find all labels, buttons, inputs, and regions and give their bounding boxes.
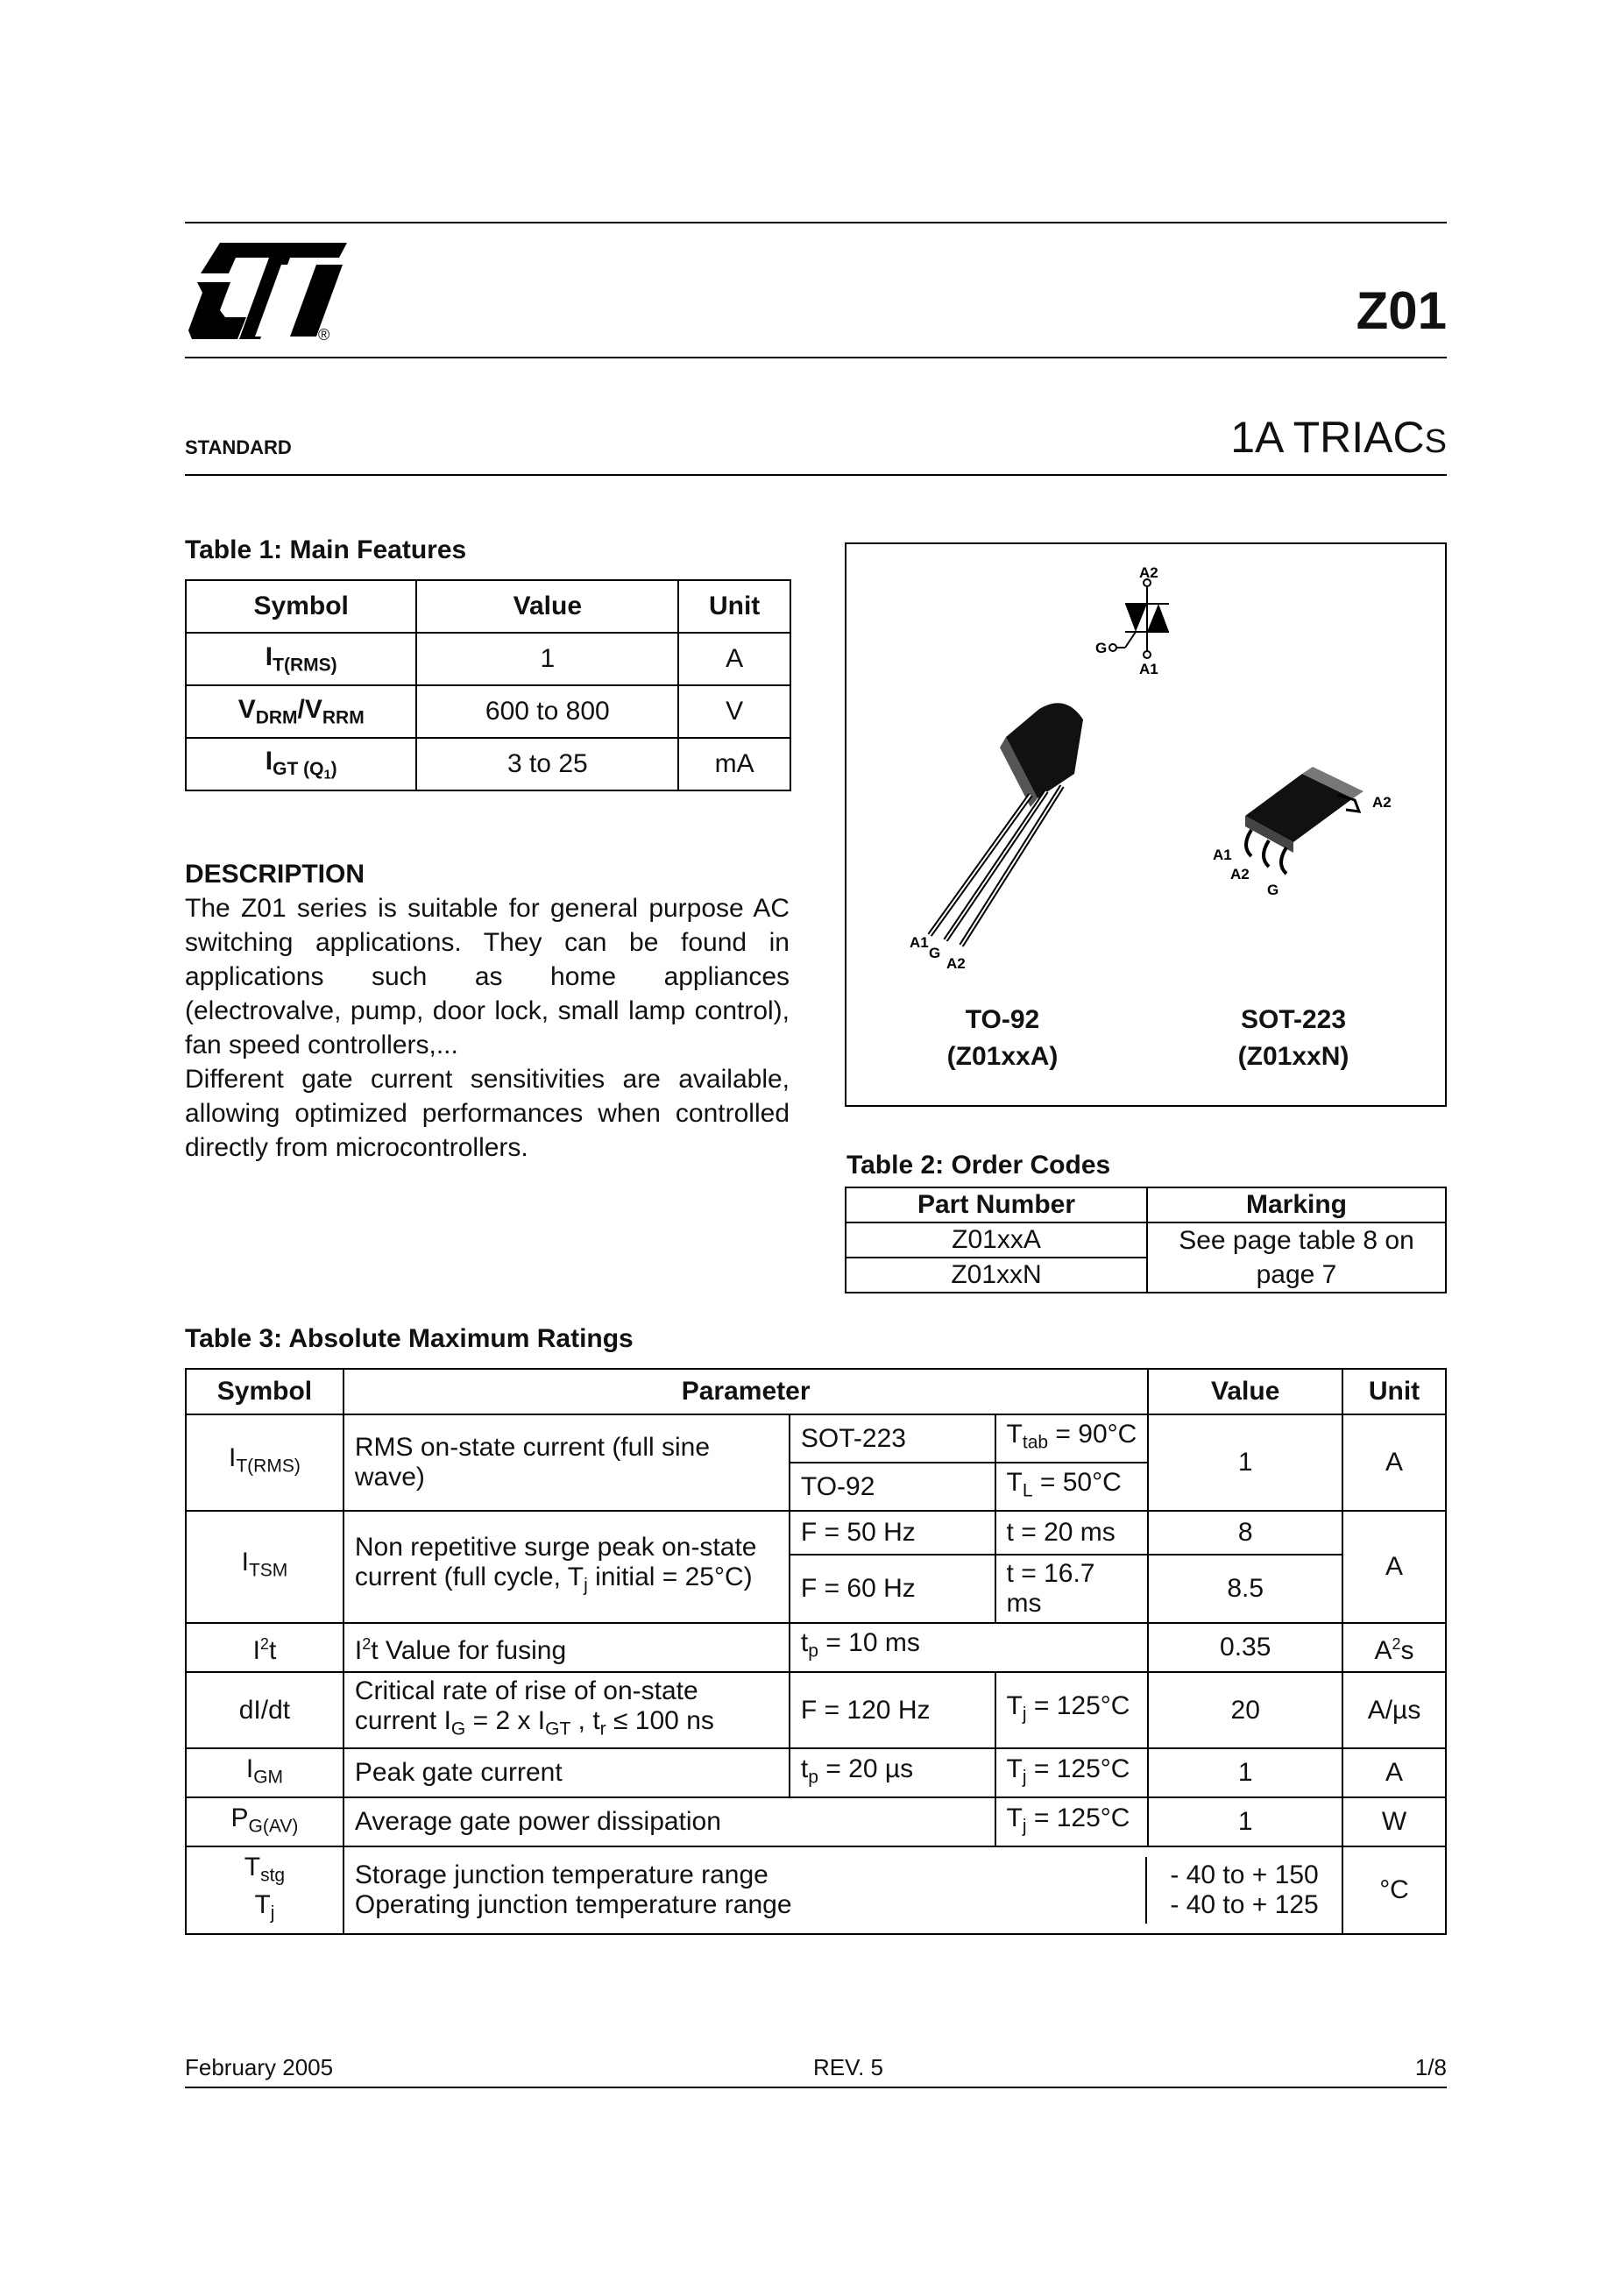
- sot223-pin-label: G: [1267, 882, 1279, 898]
- symbol-text: V: [304, 694, 322, 724]
- marking-cell: See page table 8 on page 7: [1147, 1222, 1446, 1293]
- unit-cell: A/µs: [1342, 1672, 1446, 1748]
- description-heading: DESCRIPTION: [185, 860, 365, 889]
- cond-text: T: [1006, 1691, 1023, 1720]
- cond-rest: = 125°C: [1026, 1691, 1130, 1720]
- header-cell: Parameter: [344, 1369, 1149, 1414]
- symbol-cell: [186, 738, 416, 790]
- unit-text: A: [1374, 1635, 1392, 1665]
- parameter-cell: [344, 1511, 790, 1623]
- frequency-cell: F = 60 Hz: [790, 1555, 995, 1623]
- value-cell: 1: [416, 633, 678, 685]
- symbol-sep: /: [297, 694, 305, 724]
- value-lines: [1145, 1857, 1342, 1924]
- registered-mark: ®: [318, 326, 330, 344]
- time-cell: t = 16.7 ms: [995, 1555, 1149, 1623]
- symbol-sup: 2: [259, 1635, 269, 1654]
- symbol-cell: [186, 633, 416, 685]
- parameter-line: Storage junction temperature range: [354, 1860, 769, 1890]
- header-cell: Unit: [678, 580, 790, 633]
- symbol-cell: [186, 1748, 344, 1797]
- unit-cell: V: [678, 685, 790, 738]
- value-cell: 8.5: [1148, 1555, 1342, 1623]
- symbol-cell: [186, 1414, 344, 1511]
- to92-label: TO-92: [965, 1005, 1040, 1034]
- cond-text: t: [800, 1754, 809, 1783]
- symbol-text: I: [252, 1635, 260, 1665]
- st-logo: [185, 238, 351, 347]
- symbol-text: t: [268, 1635, 277, 1665]
- header-cell: Value: [416, 580, 678, 633]
- symbol-text: I: [265, 641, 273, 671]
- to92-pin-label: A2: [946, 955, 966, 972]
- terminal-a2-label: A2: [1139, 564, 1158, 581]
- sot223-caption: [1188, 1002, 1399, 1075]
- param-sub: r: [599, 1718, 606, 1740]
- description-section: [185, 857, 790, 1165]
- cond-sub: tab: [1022, 1432, 1049, 1453]
- table-row: [186, 738, 790, 790]
- cond-rest: = 10 ms: [818, 1628, 920, 1658]
- condition-cell: [995, 1463, 1149, 1511]
- table-row: [186, 1748, 1446, 1797]
- cond-rest: = 20 µs: [818, 1754, 914, 1783]
- part-number-cell: Z01xxN: [846, 1258, 1147, 1293]
- param-text: initial = 25°C): [587, 1563, 753, 1592]
- unit-text: s: [1400, 1635, 1414, 1665]
- parameter-cell: [344, 1672, 790, 1748]
- terminal-a1-label: A1: [1139, 661, 1158, 677]
- subtitle-main: 1A TRIAC: [1230, 413, 1425, 462]
- cond-text: T: [1006, 1467, 1023, 1497]
- category-label: STANDARD: [185, 436, 292, 458]
- sot223-package-icon: [1213, 767, 1392, 898]
- symbol-sub: stg: [260, 1865, 286, 1886]
- footer-revision: REV. 5: [813, 2054, 883, 2080]
- table-header-row: [186, 1369, 1446, 1414]
- frequency-cell: F = 120 Hz: [790, 1672, 995, 1748]
- sot223-code: (Z01xxN): [1237, 1042, 1349, 1071]
- symbol-cell: [186, 1623, 344, 1672]
- symbol-text: T: [244, 1853, 261, 1881]
- footer-rule: [185, 2087, 1447, 2088]
- subtitle: [1230, 412, 1447, 463]
- parameter-cell: Peak gate current: [344, 1748, 790, 1797]
- description-paragraph: The Z01 series is suitable for general purpose AC switching applications. They can be found in applications such as home appliances (electrovalve, pump, door lock, small lamp control), fan speed controllers,...: [185, 894, 790, 1059]
- param-sup: 2: [362, 1635, 372, 1654]
- symbol-cell: [186, 685, 416, 738]
- footer-page: 1/8: [1414, 2054, 1447, 2080]
- param-sub: G: [450, 1718, 466, 1740]
- to92-pin-label: G: [929, 945, 941, 961]
- table-row: [186, 1672, 1446, 1748]
- parameter-line: Operating junction temperature range: [354, 1890, 792, 1920]
- symbol-text: I: [241, 1548, 249, 1577]
- document-id: Z01: [1356, 281, 1447, 340]
- symbol-cell: [186, 1797, 344, 1846]
- cond-rest: = 50°C: [1032, 1467, 1122, 1497]
- header-cell: Marking: [1147, 1187, 1446, 1222]
- sot223-tab-label: A2: [1372, 794, 1392, 811]
- condition-cell: [995, 1672, 1149, 1748]
- cond-sub: j: [1022, 1704, 1027, 1725]
- value-cell: 3 to 25: [416, 738, 678, 790]
- condition-cell: [790, 1748, 995, 1797]
- title-rule: [185, 357, 1447, 358]
- symbol-text: I: [229, 1443, 237, 1473]
- parameter-cell: [344, 1623, 790, 1672]
- symbol-sub: T(RMS): [236, 1456, 301, 1477]
- value-cell: 1: [1148, 1797, 1342, 1846]
- table-row: [186, 1623, 1446, 1672]
- cond-text: t: [800, 1628, 809, 1658]
- table-row: [186, 1846, 1446, 1934]
- cond-rest: = 125°C: [1026, 1754, 1130, 1783]
- value-cell: 20: [1148, 1672, 1342, 1748]
- unit-cell: A: [1342, 1511, 1446, 1623]
- cond-sub: L: [1022, 1480, 1033, 1501]
- table-header-row: [846, 1187, 1446, 1222]
- cond-rest: = 90°C: [1048, 1419, 1137, 1449]
- temperature-range-layout: [344, 1857, 1342, 1924]
- table2-caption: Table 2: Order Codes: [846, 1151, 1111, 1180]
- value-cell: 600 to 800: [416, 685, 678, 738]
- sot223-pin-label: A2: [1230, 866, 1250, 882]
- param-text: Critical rate of rise of on-state current I: [354, 1676, 698, 1735]
- value-cell: 1: [1148, 1414, 1342, 1511]
- symbol-close: ): [330, 758, 337, 779]
- symbol-sub: T(RMS): [273, 655, 337, 676]
- time-cell: t = 20 ms: [995, 1511, 1149, 1555]
- package-figure: [845, 542, 1447, 1107]
- to92-code: (Z01xxA): [946, 1042, 1059, 1071]
- symbol-sub: DRM: [255, 707, 298, 728]
- to92-package-icon: [910, 703, 1083, 972]
- cond-sub: p: [808, 1641, 818, 1662]
- condition-cell: [995, 1748, 1149, 1797]
- part-number-cell: Z01xxA: [846, 1222, 1147, 1258]
- symbol-line: [197, 1853, 332, 1890]
- terminal-g-label: G: [1095, 640, 1108, 656]
- value-cell: 8: [1148, 1511, 1342, 1555]
- value-line: - 40 to + 150: [1170, 1860, 1319, 1890]
- package-cell: SOT-223: [790, 1414, 995, 1463]
- symbol-cell: [186, 1846, 344, 1934]
- header-cell: Symbol: [186, 580, 416, 633]
- description-paragraph: Different gate current sensitivities are available, allowing optimized performances when controlled directly from microcontrollers.: [185, 1065, 790, 1162]
- symbol-sub: G(AV): [248, 1815, 299, 1836]
- symbol-sub: GM: [253, 1766, 284, 1787]
- temperature-range-cell: [344, 1846, 1342, 1934]
- condition-cell: [995, 1414, 1149, 1463]
- order-codes-table: [845, 1187, 1447, 1293]
- table-row: [186, 1414, 1446, 1463]
- table1-caption: Table 1: Main Features: [185, 535, 467, 564]
- frequency-cell: F = 50 Hz: [790, 1511, 995, 1555]
- value-line: - 40 to + 125: [1170, 1890, 1319, 1920]
- cond-rest: = 125°C: [1026, 1803, 1130, 1832]
- param-sub: j: [584, 1575, 588, 1596]
- value-cell: 0.35: [1148, 1623, 1342, 1672]
- symbol-text: I: [265, 746, 273, 776]
- param-sub: GT: [545, 1718, 571, 1740]
- param-text: I: [354, 1635, 363, 1665]
- condition-cell: [790, 1623, 1148, 1672]
- triac-symbol-icon: [1095, 564, 1169, 677]
- unit-cell: A: [1342, 1414, 1446, 1511]
- symbol-sub: RRM: [322, 707, 365, 728]
- table-row: [186, 1797, 1446, 1846]
- absolute-ratings-table: [185, 1368, 1447, 1935]
- header-cell: Value: [1148, 1369, 1342, 1414]
- symbol-cell: dI/dt: [186, 1672, 344, 1748]
- symbol-text: V: [237, 694, 256, 724]
- header-cell: Part Number: [846, 1187, 1147, 1222]
- param-text: , t: [570, 1706, 600, 1735]
- cond-sub: j: [1022, 1766, 1027, 1787]
- parameter-cell: RMS on-state current (full sine wave): [344, 1414, 790, 1511]
- table-header-row: [186, 580, 790, 633]
- top-rule: [185, 222, 1447, 223]
- value-cell: 1: [1148, 1748, 1342, 1797]
- unit-sup: 2: [1392, 1635, 1401, 1654]
- header-cell: Symbol: [186, 1369, 344, 1414]
- parameter-cell: Average gate power dissipation: [344, 1797, 995, 1846]
- symbol-sub: j: [270, 1903, 275, 1924]
- table-row: [186, 633, 790, 685]
- header-cell: Unit: [1342, 1369, 1446, 1414]
- unit-cell: A: [678, 633, 790, 685]
- symbol-sub: TSM: [248, 1560, 288, 1581]
- to92-pin-label: A1: [910, 934, 929, 951]
- unit-cell: mA: [678, 738, 790, 790]
- unit-cell: A: [1342, 1748, 1446, 1797]
- unit-cell: W: [1342, 1797, 1446, 1846]
- cond-sub: j: [1022, 1815, 1027, 1836]
- parameter-lines: [344, 1857, 1145, 1924]
- condition-cell: [995, 1797, 1149, 1846]
- table-row: [846, 1222, 1446, 1258]
- cond-text: T: [1006, 1803, 1023, 1832]
- subtitle-suffix: S: [1424, 423, 1447, 460]
- cond-text: T: [1006, 1754, 1023, 1783]
- unit-cell: [1342, 1623, 1446, 1672]
- sot223-pin-label: A1: [1213, 847, 1232, 863]
- symbol-sub-text: GT (Q: [273, 758, 324, 779]
- table3-caption: Table 3: Absolute Maximum Ratings: [185, 1324, 634, 1353]
- cond-sub: p: [808, 1766, 818, 1787]
- param-text: = 2 x I: [465, 1706, 546, 1735]
- symbol-line: [197, 1890, 332, 1928]
- param-text: Non repetitive surge peak on-state current (full cycle, T: [354, 1533, 757, 1592]
- symbol-cell: [186, 1511, 344, 1623]
- cond-text: T: [1006, 1419, 1023, 1449]
- table-row: [186, 685, 790, 738]
- subtitle-rule: [185, 474, 1447, 476]
- symbol-text: I: [245, 1754, 254, 1783]
- symbol-sub: [273, 758, 337, 783]
- sot223-label: SOT-223: [1240, 1005, 1347, 1034]
- symbol-text: P: [230, 1803, 249, 1832]
- param-text: ≤ 100 ns: [606, 1706, 714, 1735]
- to92-caption: [897, 1002, 1108, 1075]
- main-features-table: [185, 579, 791, 791]
- footer-date: February 2005: [185, 2054, 334, 2080]
- unit-cell: °C: [1342, 1846, 1446, 1934]
- param-text: t Value for fusing: [371, 1635, 567, 1665]
- table-row: [186, 1511, 1446, 1555]
- package-cell: TO-92: [790, 1463, 995, 1511]
- symbol-sub2: 1: [323, 768, 331, 783]
- symbol-text: T: [254, 1890, 271, 1920]
